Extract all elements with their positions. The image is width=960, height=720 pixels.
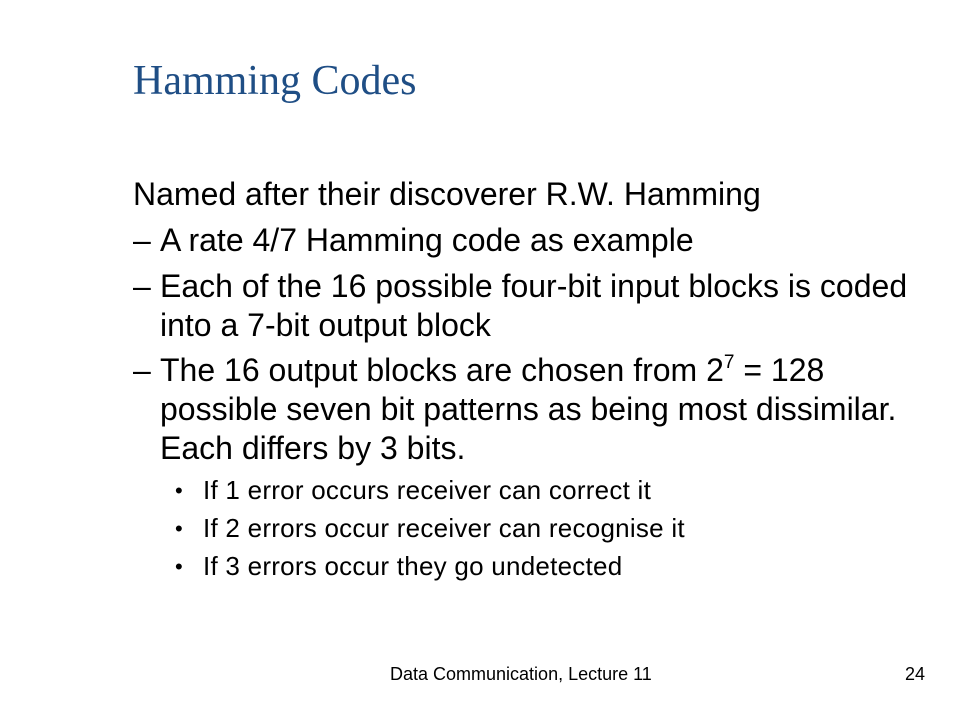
point-body [160,351,896,468]
sub-point-body [203,471,651,510]
point-1 [133,221,694,260]
dash-marker: – [133,222,151,258]
dash-marker: – [133,268,151,304]
dash-marker: – [133,352,151,388]
footer-text: Data Communication, Lecture 11 [390,664,652,684]
point-line: Each of the 16 possible four-bit input blocks is coded [160,268,908,304]
sub-point-line: If 1 error occurs receiver can correct it [203,475,652,505]
point-line: A rate 4/7 Hamming code as example [160,222,694,258]
point-line: Each differs by 3 bits. [160,430,466,466]
point-line-start: The 16 output blocks are chosen from 2 [160,352,724,388]
point-line-end: = 128 [734,352,825,388]
page-number: 24 [904,664,925,684]
point-line: possible seven bit patterns as being most dissimilar. [160,391,897,427]
sub-point-line: If 2 errors occur receiver can recognise it [203,513,685,543]
bullet-marker: • [175,516,183,541]
point-body [160,267,907,345]
sub-point-body [203,547,622,586]
sub-point-1 [175,471,651,510]
point-body [160,221,694,260]
bullet-marker: • [175,554,183,579]
intro-line: Named after their discoverer R.W. Hamming [133,176,761,212]
sub-point-2 [175,509,685,548]
exponent: 7 [723,352,735,373]
sub-point-3 [175,547,622,586]
slide-title: Hamming Codes [133,58,417,104]
bullet-marker: • [175,478,183,503]
point-line [160,351,896,390]
intro-paragraph [133,175,761,214]
point-line: into a 7-bit output block [160,307,491,343]
sub-point-line: If 3 errors occur they go undetected [203,551,623,581]
sub-point-body [203,509,685,548]
point-3 [133,351,896,468]
point-2 [133,267,907,345]
